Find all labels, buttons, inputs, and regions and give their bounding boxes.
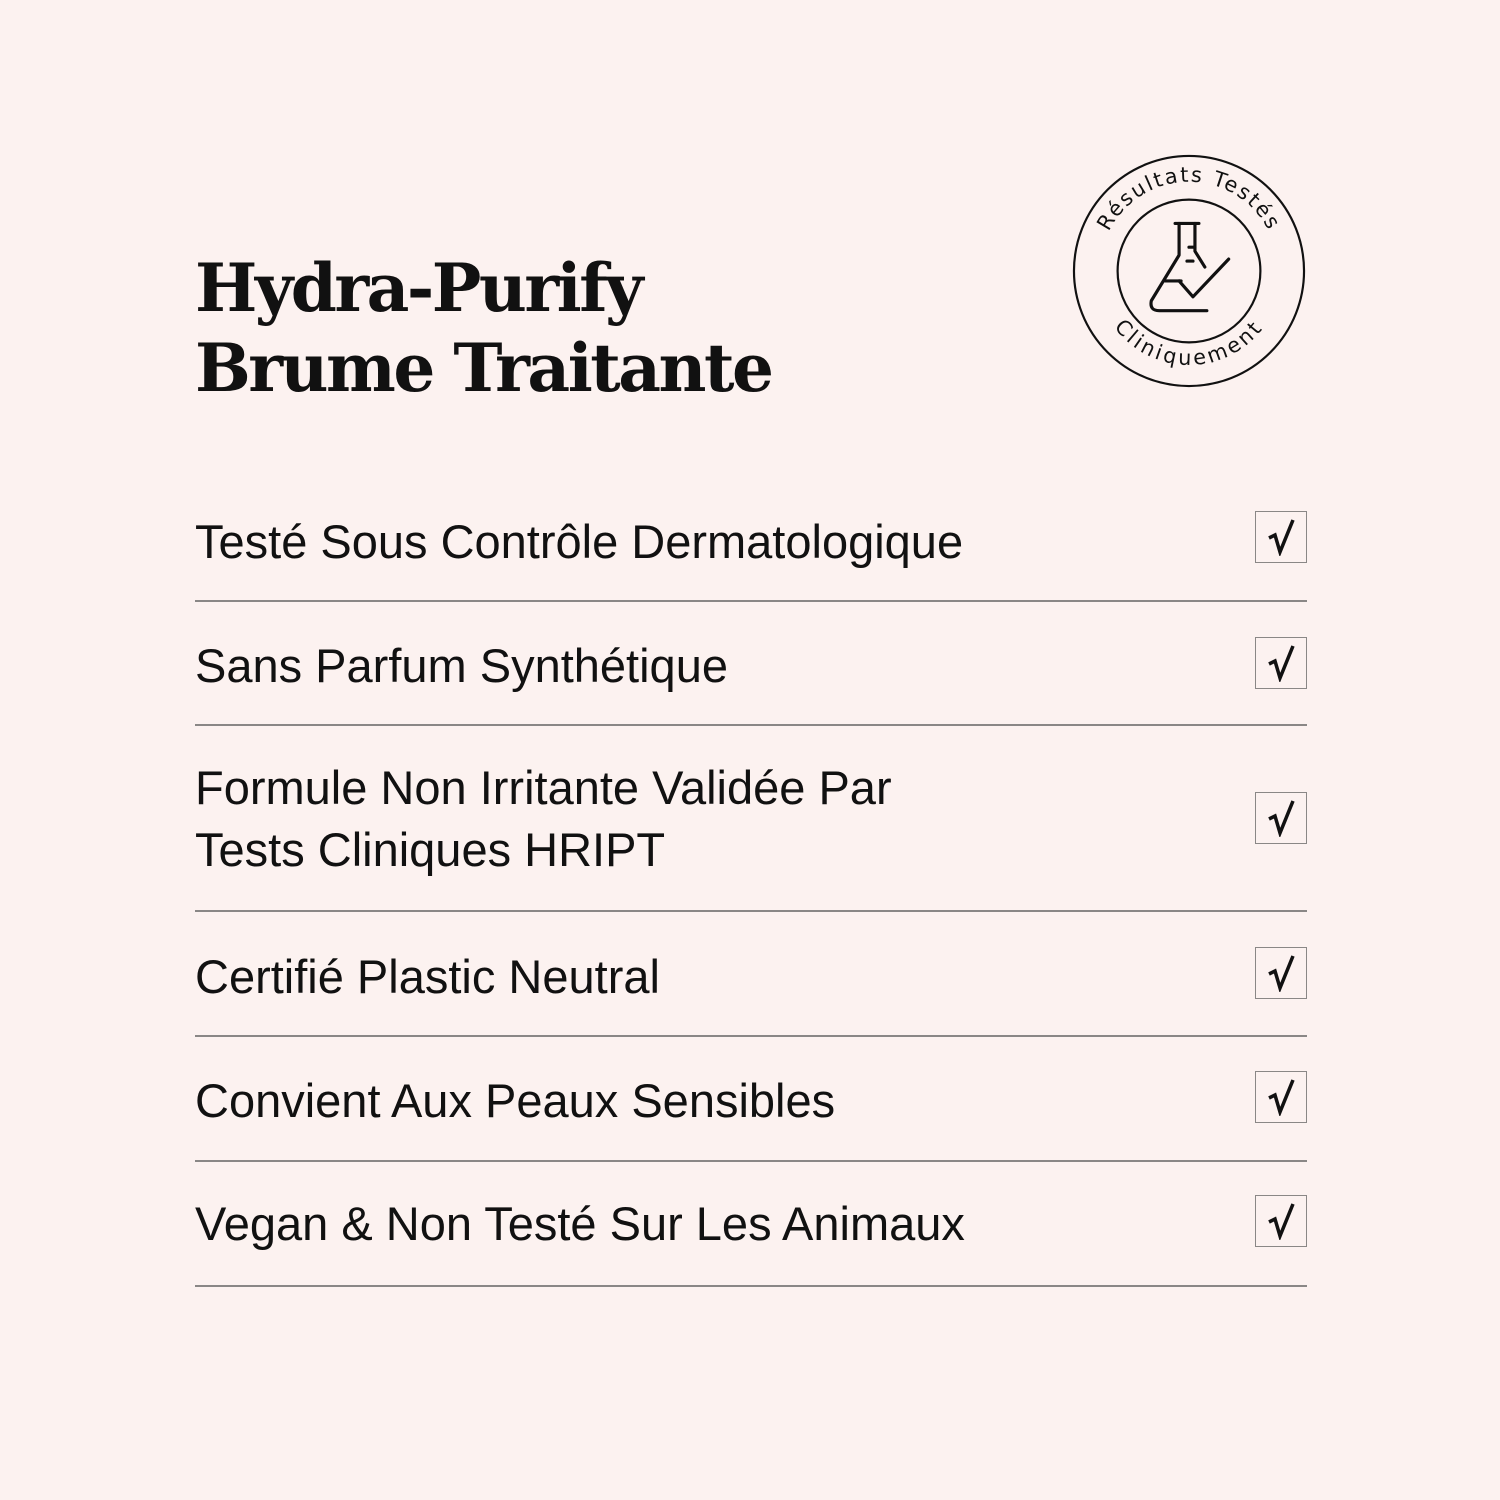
claim-label: Formule Non Irritante Validée Par Tests Cliniques HRIPT (195, 761, 892, 876)
claim-checkbox[interactable] (1255, 947, 1307, 999)
checkmark-icon (1266, 1078, 1296, 1116)
checkmark-icon (1266, 954, 1296, 992)
claim-checkbox[interactable] (1255, 511, 1307, 563)
claim-label: Testé Sous Contrôle Dermatologique (195, 514, 964, 568)
claim-row (195, 1162, 1307, 1287)
checkmark-icon (1266, 799, 1296, 837)
claim-row (195, 478, 1307, 602)
claims-list (195, 478, 1307, 1287)
checkmark-icon (1266, 518, 1296, 556)
clinically-tested-badge (1070, 152, 1308, 390)
product-title-line2: Brume Traitante (195, 329, 772, 407)
product-title-line1: Hydra-Purify (195, 249, 641, 327)
flask-check-icon (1151, 223, 1229, 310)
product-title (195, 248, 771, 408)
checkmark-icon (1266, 1202, 1296, 1240)
badge-top-text: Résultats Testés (1092, 162, 1286, 235)
claim-checkbox[interactable] (1255, 792, 1307, 844)
claim-row (195, 602, 1307, 726)
claim-checkbox[interactable] (1255, 1195, 1307, 1247)
claim-label: Certifié Plastic Neutral (195, 950, 660, 1003)
claim-row (195, 912, 1307, 1037)
claim-label: Vegan & Non Testé Sur Les Animaux (195, 1196, 965, 1250)
badge-bottom-text: Cliniquement (1109, 314, 1269, 371)
checkmark-icon (1266, 644, 1296, 682)
claim-row (195, 726, 1307, 912)
claim-checkbox[interactable] (1255, 1071, 1307, 1123)
claim-label: Convient Aux Peaux Sensibles (195, 1073, 836, 1127)
claim-row (195, 1037, 1307, 1162)
claim-label: Sans Parfum Synthétique (195, 638, 728, 692)
claim-checkbox[interactable] (1255, 637, 1307, 689)
